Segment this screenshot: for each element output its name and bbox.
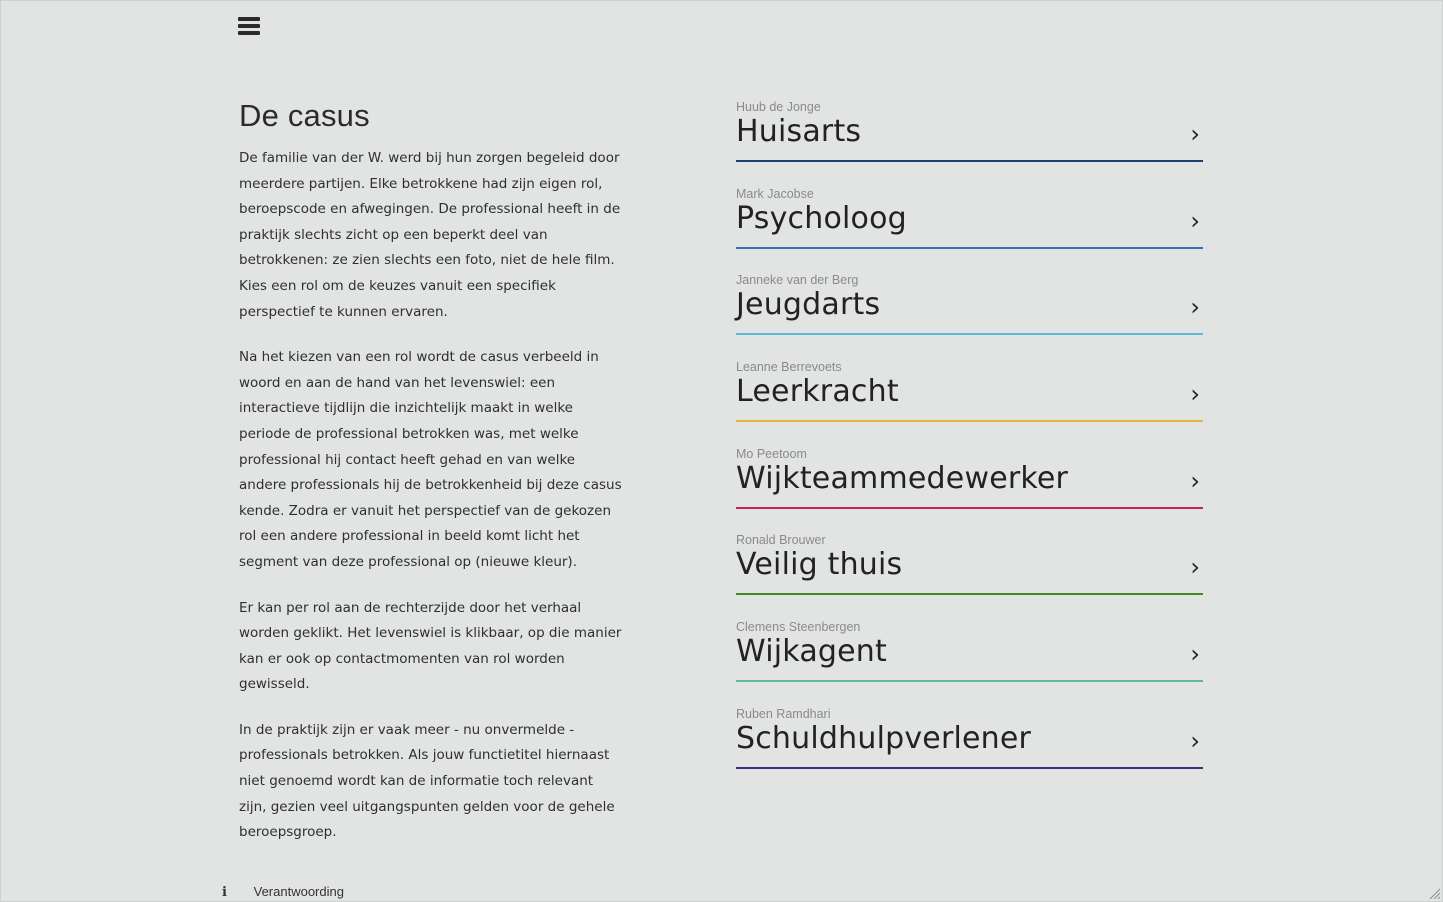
chevron-right-icon: › — [1190, 120, 1200, 148]
role-title: Jeugdarts — [736, 287, 881, 323]
intro-paragraph: De familie van der W. werd bij hun zorgen begeleid door meerdere partijen. Elke betrokkene had zijn eigen rol, beroepscode en afwegingen. De professional heeft in de praktijk slechts zicht op een beperkt deel van betrokkenen: ze zien slechts een foto, niet de hele film. Kies een rol om de keuzes vanuit een specifiek perspectief te kunnen ervaren. — [239, 150, 621, 320]
intro-paragraph: In de praktijk zijn er vaak meer - nu onvermelde - professionals betrokken. Als jouw functietitel hiernaast niet genoemd wordt kan de informatie toch relevant zijn, gezien veel uitgangspunten gelden voor de gehele beroepsgroep. — [239, 721, 615, 841]
footer — [222, 884, 344, 900]
chevron-right-icon: › — [1190, 553, 1200, 582]
role-item-jeugdarts[interactable] — [736, 273, 1203, 335]
role-item-wijkteammedewerker[interactable] — [736, 447, 1203, 509]
chevron-right-icon: › — [1190, 206, 1200, 235]
role-item-veilig-thuis[interactable] — [736, 533, 1203, 595]
role-title: Schuldhulpverlener — [736, 720, 1032, 756]
intro-section — [239, 98, 624, 866]
role-person-name: Janneke van der Berg — [736, 273, 859, 288]
role-item-leerkracht[interactable] — [736, 360, 1203, 422]
role-title: Huisarts — [736, 114, 862, 149]
info-icon[interactable]: i — [222, 885, 227, 900]
role-item-huisarts[interactable] — [736, 100, 1203, 162]
role-title: Veilig thuis — [736, 547, 903, 583]
hamburger-menu-icon[interactable] — [238, 17, 260, 37]
page-title: De casus — [239, 98, 370, 133]
role-person-name: Mo Peetoom — [736, 446, 807, 461]
role-title: Wijkteammedewerker — [736, 460, 1069, 496]
role-item-wijkagent[interactable] — [736, 620, 1203, 682]
role-person-name: Leanne Berrevoets — [736, 360, 842, 375]
resize-grip-icon[interactable] — [1428, 887, 1440, 899]
chevron-right-icon: › — [1190, 466, 1200, 495]
chevron-right-icon: › — [1190, 726, 1200, 755]
role-person-name: Mark Jacobse — [736, 186, 814, 201]
role-person-name: Clemens Steenbergen — [736, 620, 861, 635]
verantwoording-link[interactable]: Verantwoording — [253, 884, 344, 899]
role-person-name: Ronald Brouwer — [736, 533, 826, 548]
chevron-right-icon: › — [1190, 640, 1200, 669]
role-item-schuldhulpverlener[interactable] — [736, 707, 1203, 769]
role-person-name: Ruben Ramdhari — [736, 706, 831, 721]
intro-paragraph: Na het kiezen van een rol wordt de casus verbeeld in woord en aan de hand van het levenswiel: een interactieve tijdlijn die inzichtelijk maakt in welke periode de professional betrokken was, met welke professional hij contact heeft gehad en van welke andere professionals hij de betrokkenheid bij deze casus kende. Zodra er vanuit het perspectief van de gekozen rol een andere professional in beeld komt licht het segment van deze professional op (nieuwe kleur). — [239, 349, 622, 570]
intro-paragraph: Er kan per rol aan de rechterzijde door het verhaal worden geklikt. Het levenswiel is klikbaar, op die manier kan er ook op contactmomenten van rol worden gewisseld. — [239, 599, 622, 693]
chevron-right-icon: › — [1190, 293, 1200, 322]
role-title: Psycholoog — [736, 200, 907, 236]
role-person-name: Huub de Jonge — [736, 100, 821, 114]
role-item-psycholoog[interactable] — [736, 187, 1203, 249]
chevron-right-icon: › — [1190, 380, 1200, 409]
role-title: Wijkagent — [736, 634, 887, 670]
role-list — [736, 100, 1203, 794]
role-title: Leerkracht — [736, 374, 899, 410]
